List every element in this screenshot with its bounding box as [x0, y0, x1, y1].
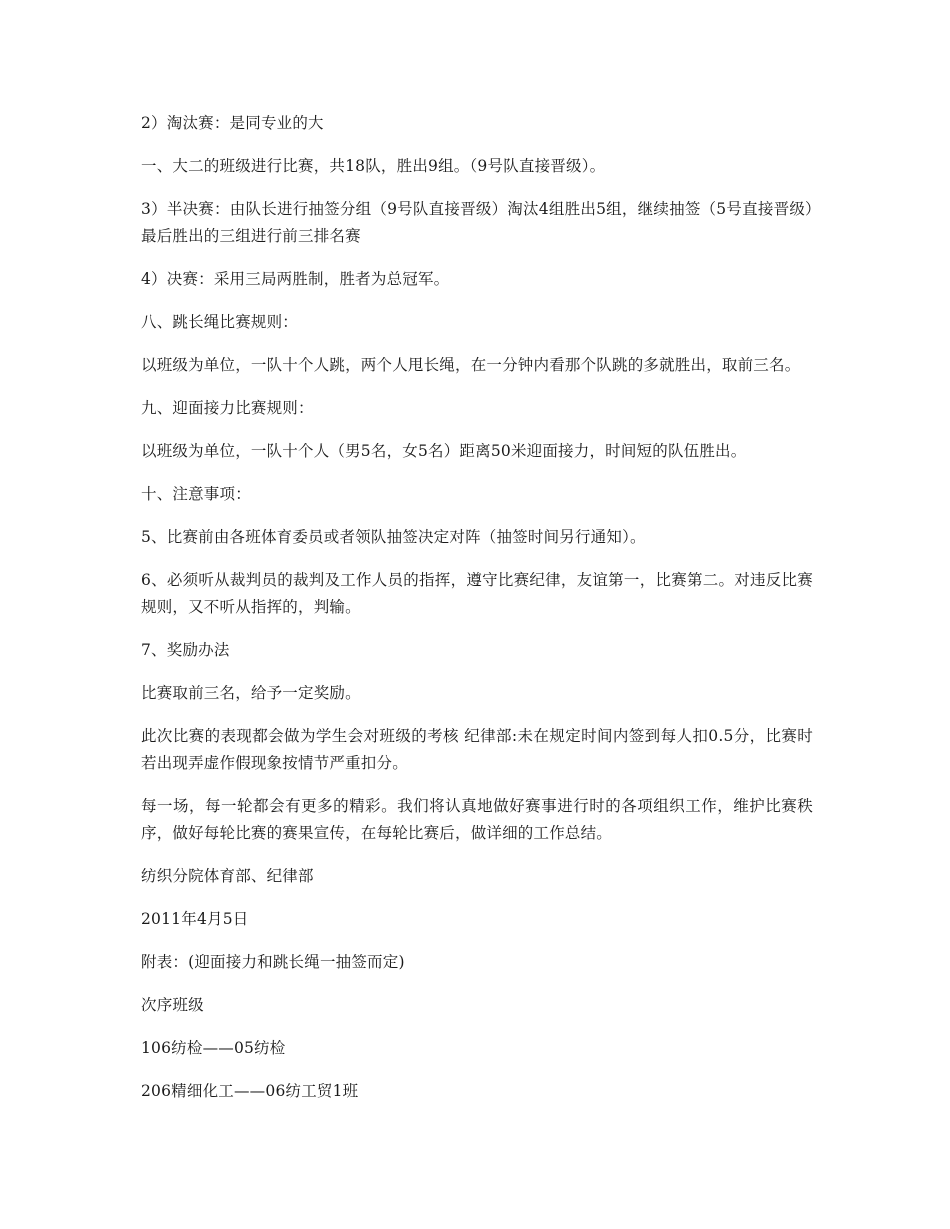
- appendix-row: 206精细化工——06纺工贸1班: [141, 1082, 359, 1100]
- appendix-row: 106纺检——05纺检: [141, 1039, 286, 1057]
- paragraph-note-referee: 6、必须听从裁判员的裁判及工作人员的指挥，遵守比赛纪律，友谊第一，比赛第二。对违反比赛规则，又不听从指挥的，判输。: [141, 571, 813, 616]
- paragraph-closing: 每一场，每一轮都会有更多的精彩。我们将认真地做好赛事进行时的各项组织工作，维护比赛秩序，做好每轮比赛的赛果宣传，在每轮比赛后，做详细的工作总结。: [141, 797, 813, 842]
- paragraph-relay-rules: 以班级为单位，一队十个人（男5名，女5名）距离50米迎面接力，时间短的队伍胜出。: [141, 442, 747, 460]
- paragraph-knockout-stage: 2）淘汰赛：是同专业的大: [141, 114, 324, 132]
- signature-organizer: 纺织分院体育部、纪律部: [141, 867, 314, 885]
- paragraph-assessment: 此次比赛的表现都会做为学生会对班级的考核 纪律部:未在规定时间内签到每人扣0.5分，比赛时若出现弄虚作假现象按情节严重扣分。: [141, 727, 813, 772]
- heading-awards: 7、奖励办法: [141, 641, 230, 659]
- document-page: [141, 110, 813, 1121]
- paragraph-note-draw: 5、比赛前由各班体育委员或者领队抽签决定对阵（抽签时间另行通知）。: [141, 528, 646, 546]
- paragraph-awards: 比赛取前三名，给予一定奖励。: [141, 684, 361, 702]
- heading-appendix: 附表：(迎面接力和跳长绳一抽签而定): [141, 953, 405, 971]
- paragraph-semifinal: 3）半决赛：由队长进行抽签分组（9号队直接晋级）淘汰4组胜出5组，继续抽签（5号直接晋级）最后胜出的三组进行前三排名赛: [141, 200, 813, 245]
- heading-relay-rules: 九、迎面接力比赛规则：: [141, 399, 314, 417]
- signature-date: 2011年4月5日: [141, 910, 249, 928]
- paragraph-final: 4）决赛：采用三局两胜制，胜者为总冠军。: [141, 270, 450, 288]
- appendix-column-header: 次序班级: [141, 996, 204, 1014]
- heading-notes: 十、注意事项：: [141, 485, 251, 503]
- heading-long-rope-rules: 八、跳长绳比赛规则：: [141, 313, 299, 331]
- paragraph-teams-count: 一、大二的班级进行比赛，共18队，胜出9组。（9号队直接晋级）。: [141, 157, 606, 175]
- paragraph-long-rope-rules: 以班级为单位，一队十个人跳，两个人甩长绳，在一分钟内看那个队跳的多就胜出，取前三名。: [141, 356, 801, 374]
